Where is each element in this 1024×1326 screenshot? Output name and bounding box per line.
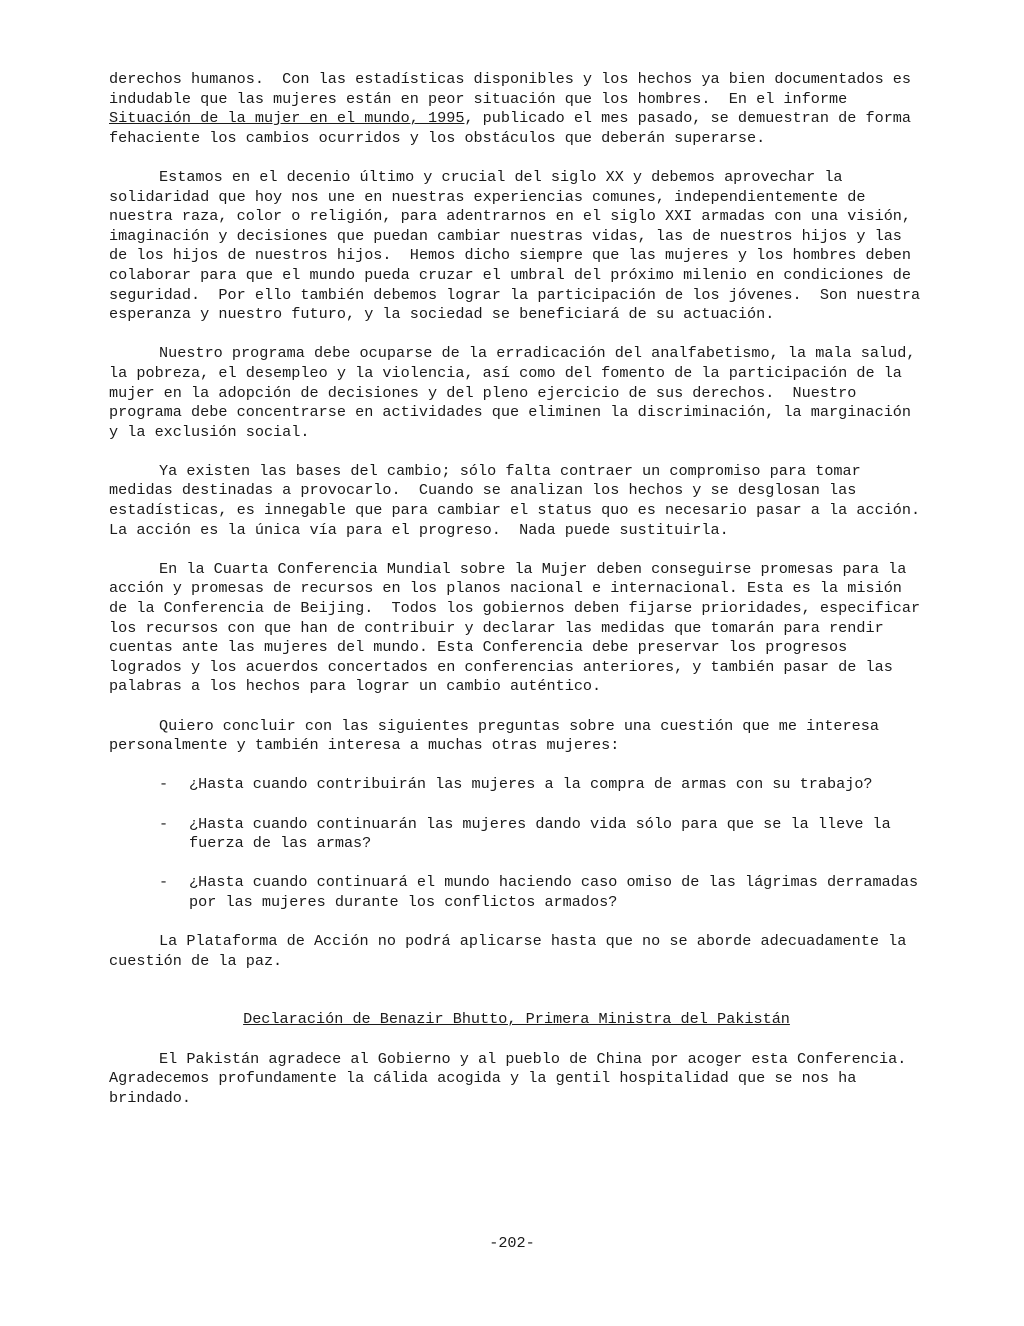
list-item: - ¿Hasta cuando contribuirán las mujeres a la compra de armas con su trabajo? bbox=[159, 775, 873, 794]
document-body bbox=[109, 70, 939, 1128]
paragraph-2: Estamos en el decenio último y crucial del siglo XX y debemos aprovechar la solidaridad que hoy nos une en nuestras experiencias comunes, independientemente de nuestra raza, color o religión, para adentrarnos en el siglo XXI armadas con una visión, imaginación y decisiones que puedan cambiar nuestras vidas, las de nuestros hijos y las de los hijos de nuestros hijos. Hemos dicho siempre que las mujeres y los hombres deben colaborar para que el mundo pueda cruzar el umbral del próximo milenio en condiciones de seguridad. Por ello también debemos lograr la participación de los jóvenes. Son nuestra esperanza y nuestro futuro, y la sociedad se beneficiará de su actuación. bbox=[109, 167, 930, 324]
paragraph-5: En la Cuarta Conferencia Mundial sobre la Mujer deben conseguirse promesas para la acción y promesas de recursos en los planos nacional e internacional. Esta es la misión de la Conferencia de Beijing. Todos los gobiernos deben fijarse prioridades, especificar los recursos con que han de contribuir y declarar las medidas que tomarán para rendir cuentas ante las mujeres del mundo. Esta Conferencia debe preservar los progresos logrados y los acuerdos concertados en conferencias anteriores, y también pasar de las palabras a los hechos para lograr un cambio auténtico. bbox=[109, 559, 930, 696]
section-heading: Declaración de Benazir Bhutto, Primera Ministra del Pakistán bbox=[243, 1010, 790, 1029]
list-item: - ¿Hasta cuando continuarán las mujeres dando vida sólo para que se la lleve la fuerza de las armas? bbox=[159, 814, 891, 853]
question-list bbox=[109, 775, 924, 912]
dash-marker: - bbox=[159, 775, 169, 794]
paragraph-7: La Plataforma de Acción no podrá aplicarse hasta que no se aborde adecuadamente la cuestión de la paz. bbox=[109, 932, 916, 970]
dash-marker: - bbox=[159, 814, 169, 833]
page-number: -202- bbox=[489, 1234, 535, 1252]
paragraph-6: Quiero concluir con las siguientes preguntas sobre una cuestión que me interesa personalmente y también interesa a muchas otras mujeres: bbox=[109, 716, 889, 755]
dash-marker: - bbox=[159, 873, 169, 892]
paragraph-4: Ya existen las bases del cambio; sólo falta contraer un compromiso para tomar medidas destinadas a provocarlo. Cuando se analizan los hechos y se desglosan las estadísticas, es innegable que para cambiar el status quo es necesario pasar a la acción. La acción es la única vía para el progreso. Nada puede sustituirla. bbox=[109, 461, 939, 539]
list-item: - ¿Hasta cuando continuará el mundo haciendo caso omiso de las lágrimas derramadas por las mujeres durante los conflictos armados? bbox=[159, 873, 919, 911]
paragraph-3: Nuestro programa debe ocuparse de la erradicación del analfabetismo, la mala salud, la pobreza, el desempleo y la violencia, así como del fomento de la participación de la mujer en la adopción de decisiones y del pleno ejercicio de sus derechos. Nuestro programa debe concentrarse en actividades que eliminen la discriminación, la marginación y la exclusión social. bbox=[109, 344, 925, 441]
report-title: Situación de la mujer en el mundo, 1995 bbox=[109, 109, 465, 128]
paragraph-1: derechos humanos. Con las estadísticas disponibles y los hechos ya bien documentados es indudable que las mujeres están en peor situación que los hombres. En el informe Situación de la mujer en el mundo, 1995, publicado el mes pasado, se demuestran de forma fehaciente los cambios ocurridos y los obstáculos que deberán superarse. bbox=[109, 70, 921, 147]
paragraph-8: El Pakistán agradece al Gobierno y al pueblo de China por acoger esta Conferencia. Agradecemos profundamente la cálida acogida y la gentil hospitalidad que se nos ha brindado. bbox=[109, 1049, 925, 1107]
